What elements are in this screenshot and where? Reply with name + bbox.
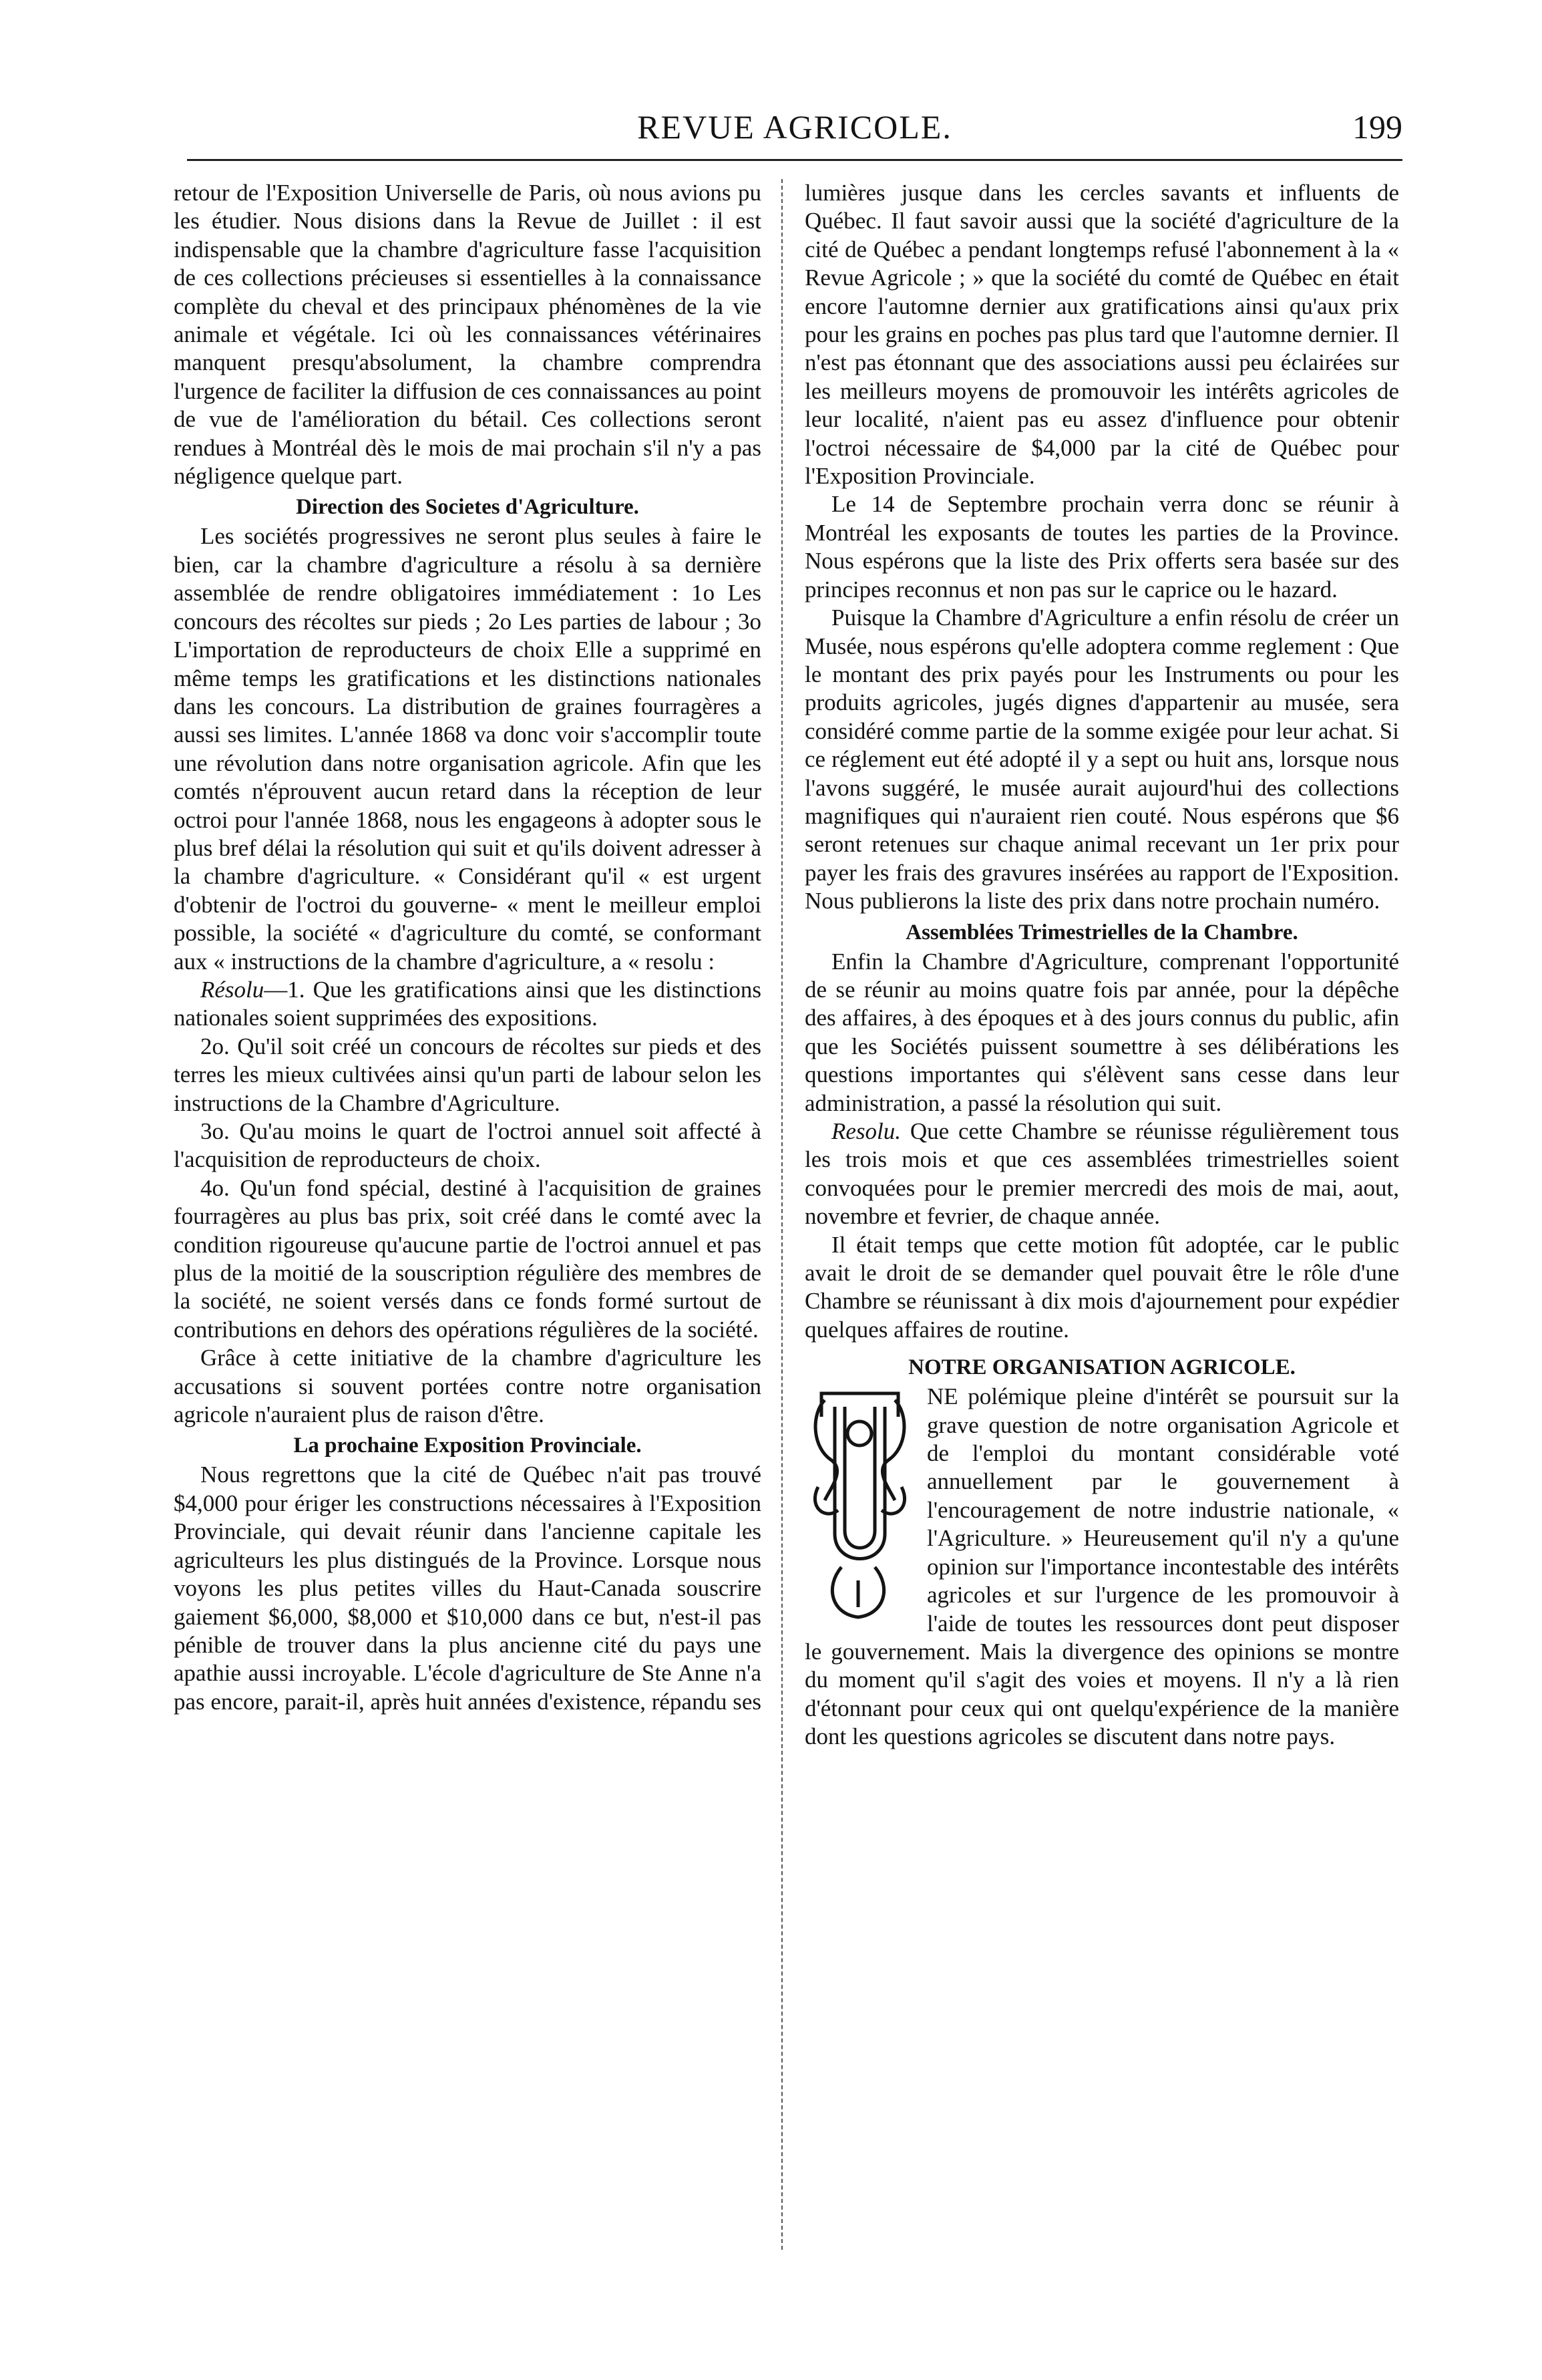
paragraph: Les sociétés progressives ne seront plus seules à faire le bien, car la chambre d'agriculture a résolu à sa dernière assemblée de rendre obligatoires immédiatement : 1o Les concours des récoltes sur pieds ; 2o Les parties de labour ; 3o L'importation de reproducteurs de choix Elle a supprimé en même temps les gratifications et les distinctions nationales dans les concours. La distribution de graines fourragères a aussi ses limites. L'année 1868 va donc voir s'accomplir toute une révolution dans notre organisation agricole. Afin que les comtés n'éprouvent aucun retard dans la réception de leur octroi pour l'année 1868, nous les engageons à adopter sous le plus bref délai la résolution qui suit et qu'ils doivent adresser à la chambre d'agriculture. « Considérant qu'il « est urgent d'obtenir de l'octroi du gouverne- « ment le meilleur emploi possible, la société « d'agriculture du comté, se conformant aux « instructions de la chambre d'agriculture, a « resolu : bbox=[174, 523, 761, 975]
header-rule bbox=[187, 159, 1402, 161]
left-column bbox=[174, 179, 761, 2290]
paragraph: Nous regrettons que la cité de Québec n'ait pas trouvé $4,000 pour ériger les constructions nécessaires à l'Exposition Provinciale, qui devait réunir dans l'ancienne capitale les agriculteurs les plus distingués de la Province. Lorsque nous voyons les plus petites villes du Haut-Canada souscrire gaiement $6,000, $8,000 et $10,000 dans ce but, n'est-il pas pénible de trouver dans la plus ancienne cité du pays une apathie aussi incroyable. L'école d'agriculture de Ste Anne n'a pas encore, parait-il, après huit années d'existence, répandu ses bbox=[174, 1462, 761, 1715]
article-section bbox=[805, 1353, 1399, 1751]
article-body bbox=[805, 1383, 1399, 1751]
resolution-3: 3o. Qu'au moins le quart de l'octroi annuel soit affecté à l'acquisition de reproducteurs de choix. bbox=[174, 1118, 761, 1173]
paragraph: lumières jusque dans les cercles savants et influents de Québec. Il faut savoir aussi que la société d'agriculture de la cité de Québec a pendant longtemps refusé l'abonnement à la « Revue Agricole ; » que la société du comté de Québec en était encore l'automne dernier aux gratifications ainsi qu'aux prix pour les grains en poches pas plus tard que l'automne dernier. Il n'est pas étonnant que des associations aussi peu éclairées sur les meilleurs moyens de promouvoir les intérêts agricoles de leur localité, n'aient pas eu assez d'influence pour obtenir l'octroi nécessaire de $4,000 par la cité de Québec pour l'Exposition Provinciale. bbox=[805, 180, 1399, 490]
resolution-label: Résolu bbox=[200, 976, 264, 1003]
paragraph: Grâce à cette initiative de la chambre d'agriculture les accusations si souvent portées contre notre organisation agricole n'auraient plus de raison d'être. bbox=[174, 1345, 761, 1428]
resolution-text: Que cette Chambre se réunisse régulièrement tous les trois mois et que ces assemblées trimestrielles soient convoquées pour le premier mercredi des mois de mai, aout, novembre et fevrier, de chaque année. bbox=[805, 1118, 1399, 1230]
ornamental-initial-u-icon bbox=[805, 1387, 915, 1634]
section-heading: Assemblées Trimestrielles de la Chambre. bbox=[906, 920, 1298, 945]
page-header bbox=[187, 100, 1402, 154]
resolution-text: —1. Que les gratifications ainsi que les distinctions nationales soient supprimées des expositions. bbox=[174, 976, 761, 1031]
resolution-label: Resolu. bbox=[831, 1118, 902, 1144]
resolution-4: 4o. Qu'un fond spécial, destiné à l'acquisition de graines fourragères au plus bas prix, soit créé dans le comté avec la condition rigoureuse qu'aucune partie de l'octroi annuel et pas plus de la moitié de la souscription régulière des membres de la société, ne soient versés dans ce fonds formé surtout de contributions en dehors des opérations régulières de la société. bbox=[174, 1174, 761, 1343]
paragraph: Enfin la Chambre d'Agriculture, comprenant l'opportunité de se réunir au moins quatre fois par année, pour la dépêche des affaires, à des époques et à des jours connus du public, afin que les Sociétés puissent soumettre à ses délibérations les questions importantes qui s'élèvent sans cesse dans leur administration, a passé la résolution qui suit. bbox=[805, 948, 1399, 1116]
paragraph: Il était temps que cette motion fût adoptée, car le public avait le droit de se demander quel pouvait être le rôle d'une Chambre se réunissant à dix mois d'ajournement pour expédier quelques affaires de routine. bbox=[805, 1231, 1399, 1343]
resolution-2: 2o. Qu'il soit créé un concours de récoltes sur pieds et des terres les mieux cultivées ainsi qu'un parti de labour selon les instructions de la Chambre d'Agriculture. bbox=[174, 1033, 761, 1116]
paragraph: retour de l'Exposition Universelle de Paris, où nous avions pu les étudier. Nous disions dans la Revue de Juillet : il est indispensable que la chambre d'agriculture fasse l'acquisition de ces collections précieuses si essentielles à la connaissance complète du cheval et des principaux phénomènes de la vie animale et végétale. Ici où les connaissances vétérinaires manquent presqu'absolument, la chambre comprendra l'urgence de faciliter la diffusion de ces connaissances au point de vue de l'amélioration du bétail. Ces collections seront rendues à Montréal dès le mois de mai prochain s'il n'y a pas négligence quelque part. bbox=[174, 180, 761, 490]
running-title: REVUE AGRICOLE. bbox=[637, 108, 952, 146]
section-heading: La prochaine Exposition Provinciale. bbox=[293, 1433, 642, 1458]
paragraph: Puisque la Chambre d'Agriculture a enfin résolu de créer un Musée, nous espérons qu'elle adoptera comme reglement : Que le montant des prix payés pour les Instruments ou pour les produits agricoles, jugés dignes d'appartenir au musée, sera considéré comme partie de la somme exigée pour leur achat. Si ce réglement eut été adopté il y a sept ou huit ans, lorsque nous l'avons suggéré, le musée aurait aujourd'hui des collections magnifiques qui n'auraient rien couté. Nous espérons que $6 seront retenues sur chaque animal recevant un 1er prix pour payer les frais des gravures insérées au rapport de l'Exposition. Nous publierons la liste des prix dans notre prochain numéro. bbox=[805, 605, 1399, 914]
column-divider bbox=[781, 179, 783, 2250]
right-column bbox=[805, 179, 1399, 2290]
page-number: 199 bbox=[1352, 108, 1402, 146]
paragraph: Le 14 de Septembre prochain verra donc se réunir à Montréal les exposants de toutes les parties de la Province. Nous espérons que la liste des Prix offerts sera basée sur des principes reconnus et non pas sur le caprice ou le hazard. bbox=[805, 491, 1399, 603]
section-heading: Direction des Societes d'Agriculture. bbox=[296, 495, 639, 520]
paragraph: NE polémique pleine d'intérêt se poursuit sur la grave question de notre organisation Agricole et de l'emploi du montant considérable voté annuellement par le gouvernement à l'encouragement de notre industrie nationale, « l'Agriculture. » Heureusement qu'il n'y a qu'une opinion sur l'importance incontestable des intérêts agricoles et sur l'urgence de les promouvoir à l'aide de toutes les ressources dont peut disposer le gouvernement. Mais la divergence des opinions se montre du moment qu'il s'agit des voies et moyens. Il n'y a là rien d'étonnant pour ceux qui ont quelqu'expérience de la manière dont les questions agricoles se discutent dans notre pays. bbox=[805, 1383, 1399, 1750]
resolution-1 bbox=[174, 976, 761, 1033]
resolution bbox=[805, 1118, 1399, 1231]
section-heading: NOTRE ORGANISATION AGRICOLE. bbox=[908, 1355, 1296, 1380]
